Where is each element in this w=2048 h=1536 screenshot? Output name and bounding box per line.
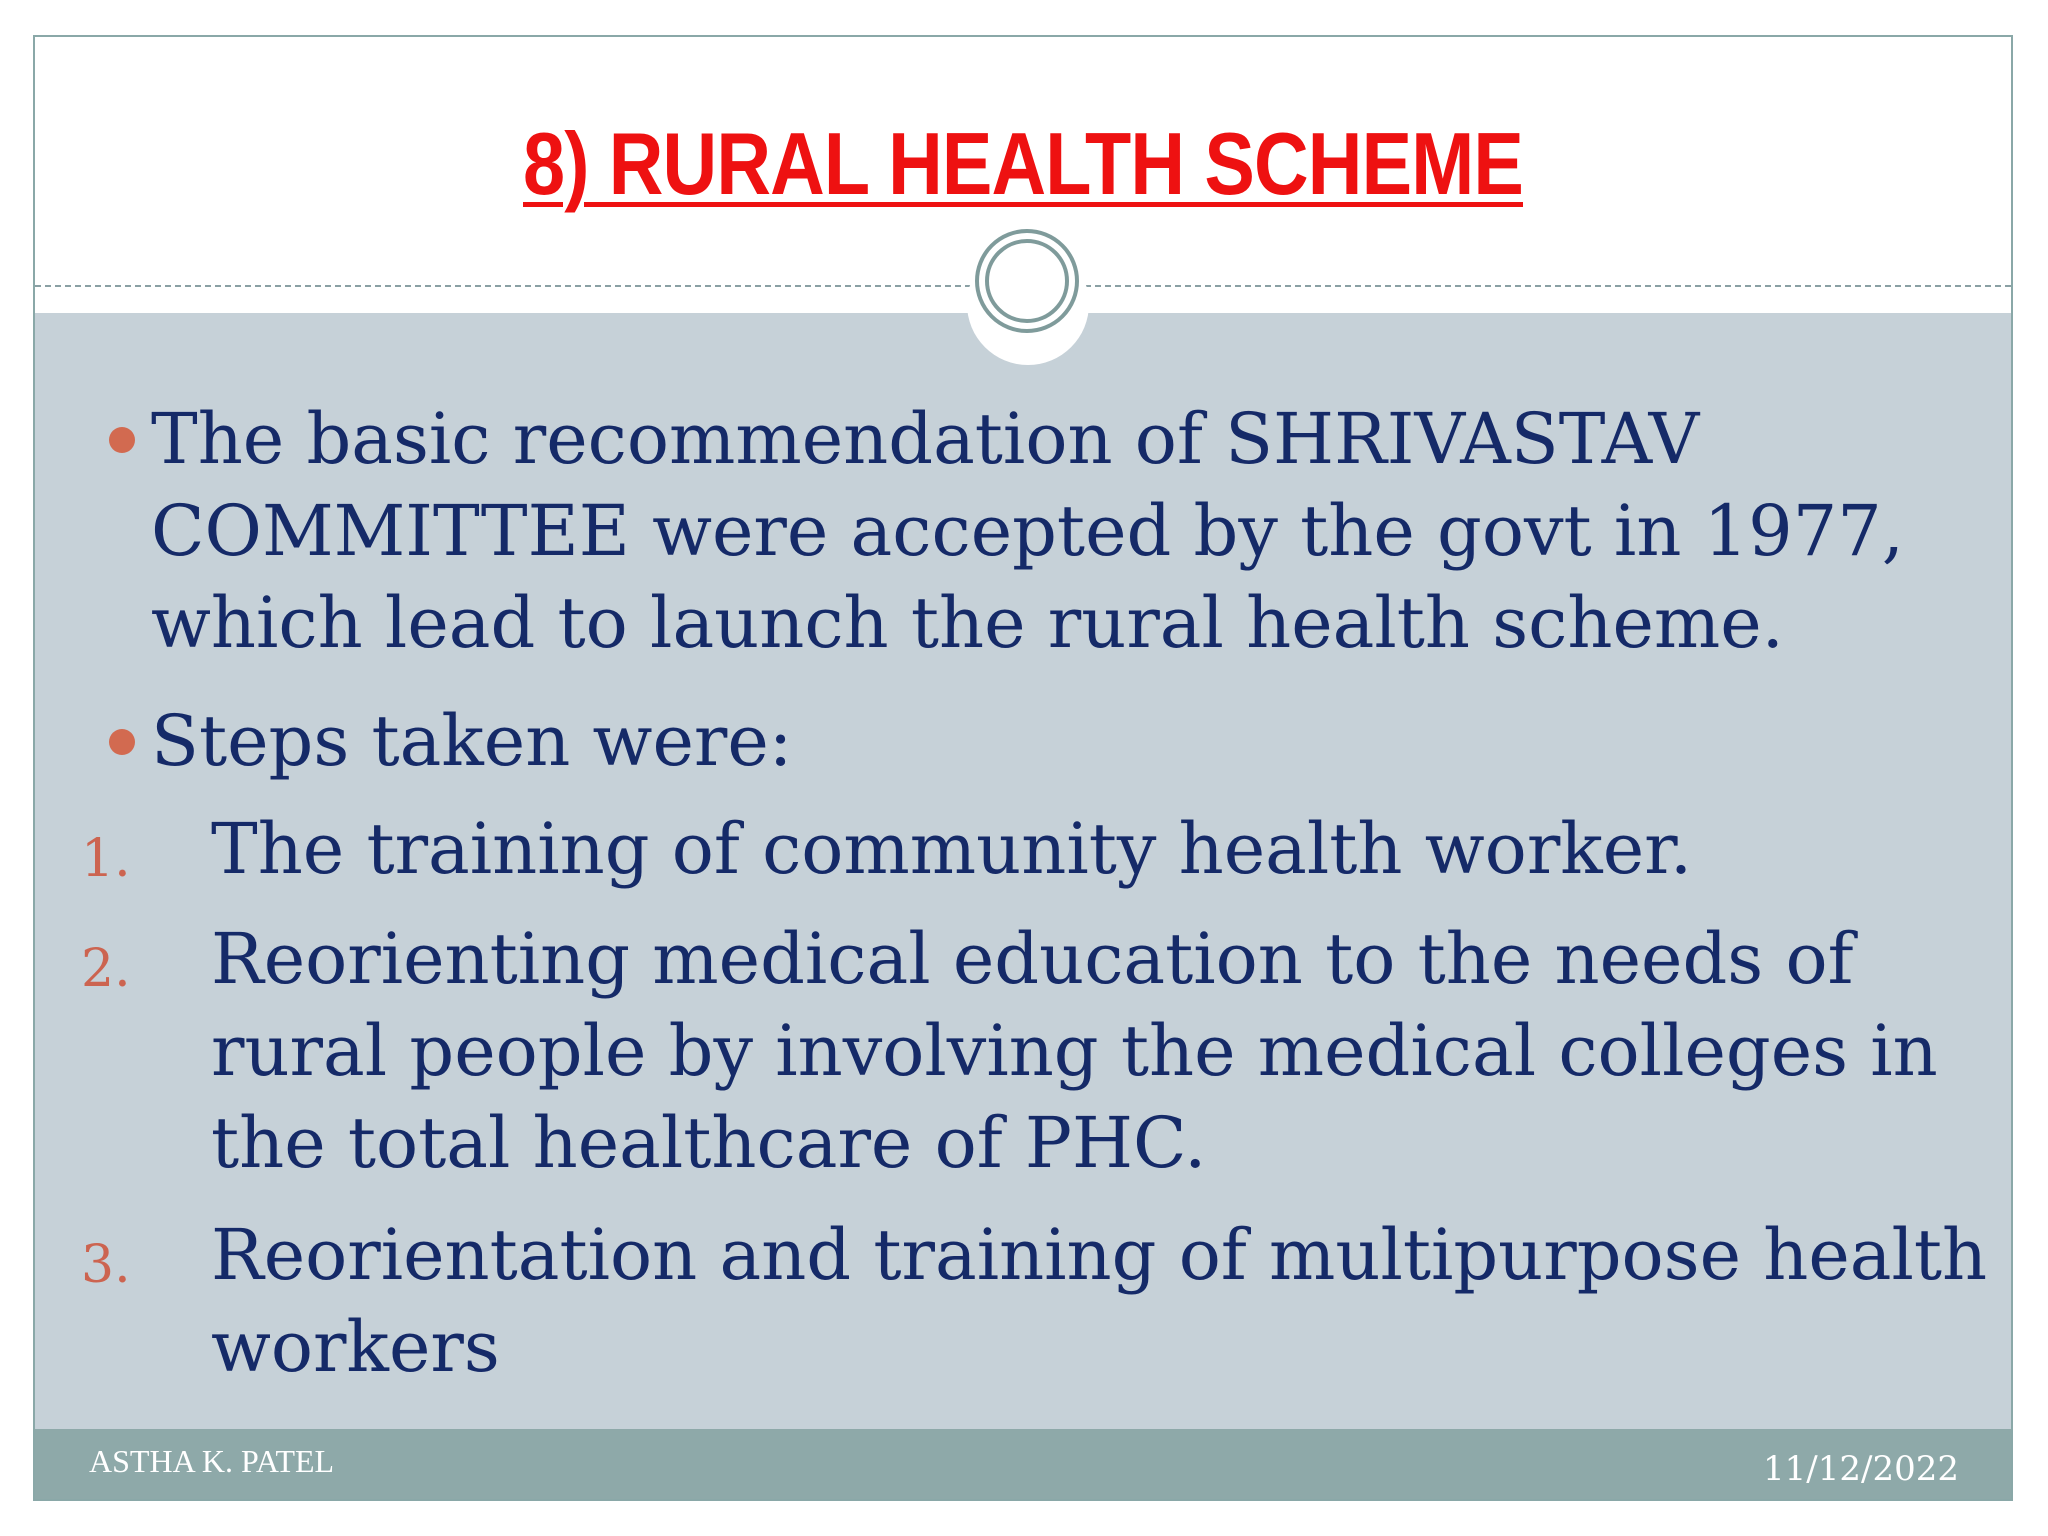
numbered-step	[81, 803, 2011, 895]
step-number: 3.	[81, 1235, 131, 1295]
inner-ring-icon	[985, 239, 1069, 323]
step-number: 2.	[81, 939, 131, 999]
bullet-text: The basic recommendation of SHRIVASTAV COMMITTEE were accepted by the govt in 1977, which lead to launch the rural health scheme.	[151, 398, 1905, 664]
slide-title: 8) RURAL HEALTH SCHEME	[523, 114, 1523, 213]
slide	[33, 35, 2013, 1501]
step-text: Reorientation and training of multipurpose health workers	[211, 1214, 1988, 1388]
bullet-marker-icon	[109, 729, 135, 755]
bullet-marker-icon	[109, 427, 135, 453]
footer-author: ASTHA K. PATEL	[89, 1443, 335, 1479]
numbered-step	[81, 1209, 2011, 1393]
bullet-item	[151, 695, 1971, 787]
step-text: The training of community health worker.	[211, 808, 1693, 890]
step-number: 1.	[81, 829, 131, 889]
footer-bar	[35, 1429, 2011, 1499]
step-text: Reorienting medical education to the needs of rural people by involving the medical colleges in the total healthcare of PHC.	[211, 918, 1938, 1184]
numbered-step	[81, 913, 2011, 1189]
bullet-item	[151, 393, 1971, 669]
content-panel	[35, 313, 2011, 1430]
bullet-text: Steps taken were:	[151, 700, 793, 782]
footer-date: 11/12/2022	[1763, 1449, 1959, 1489]
